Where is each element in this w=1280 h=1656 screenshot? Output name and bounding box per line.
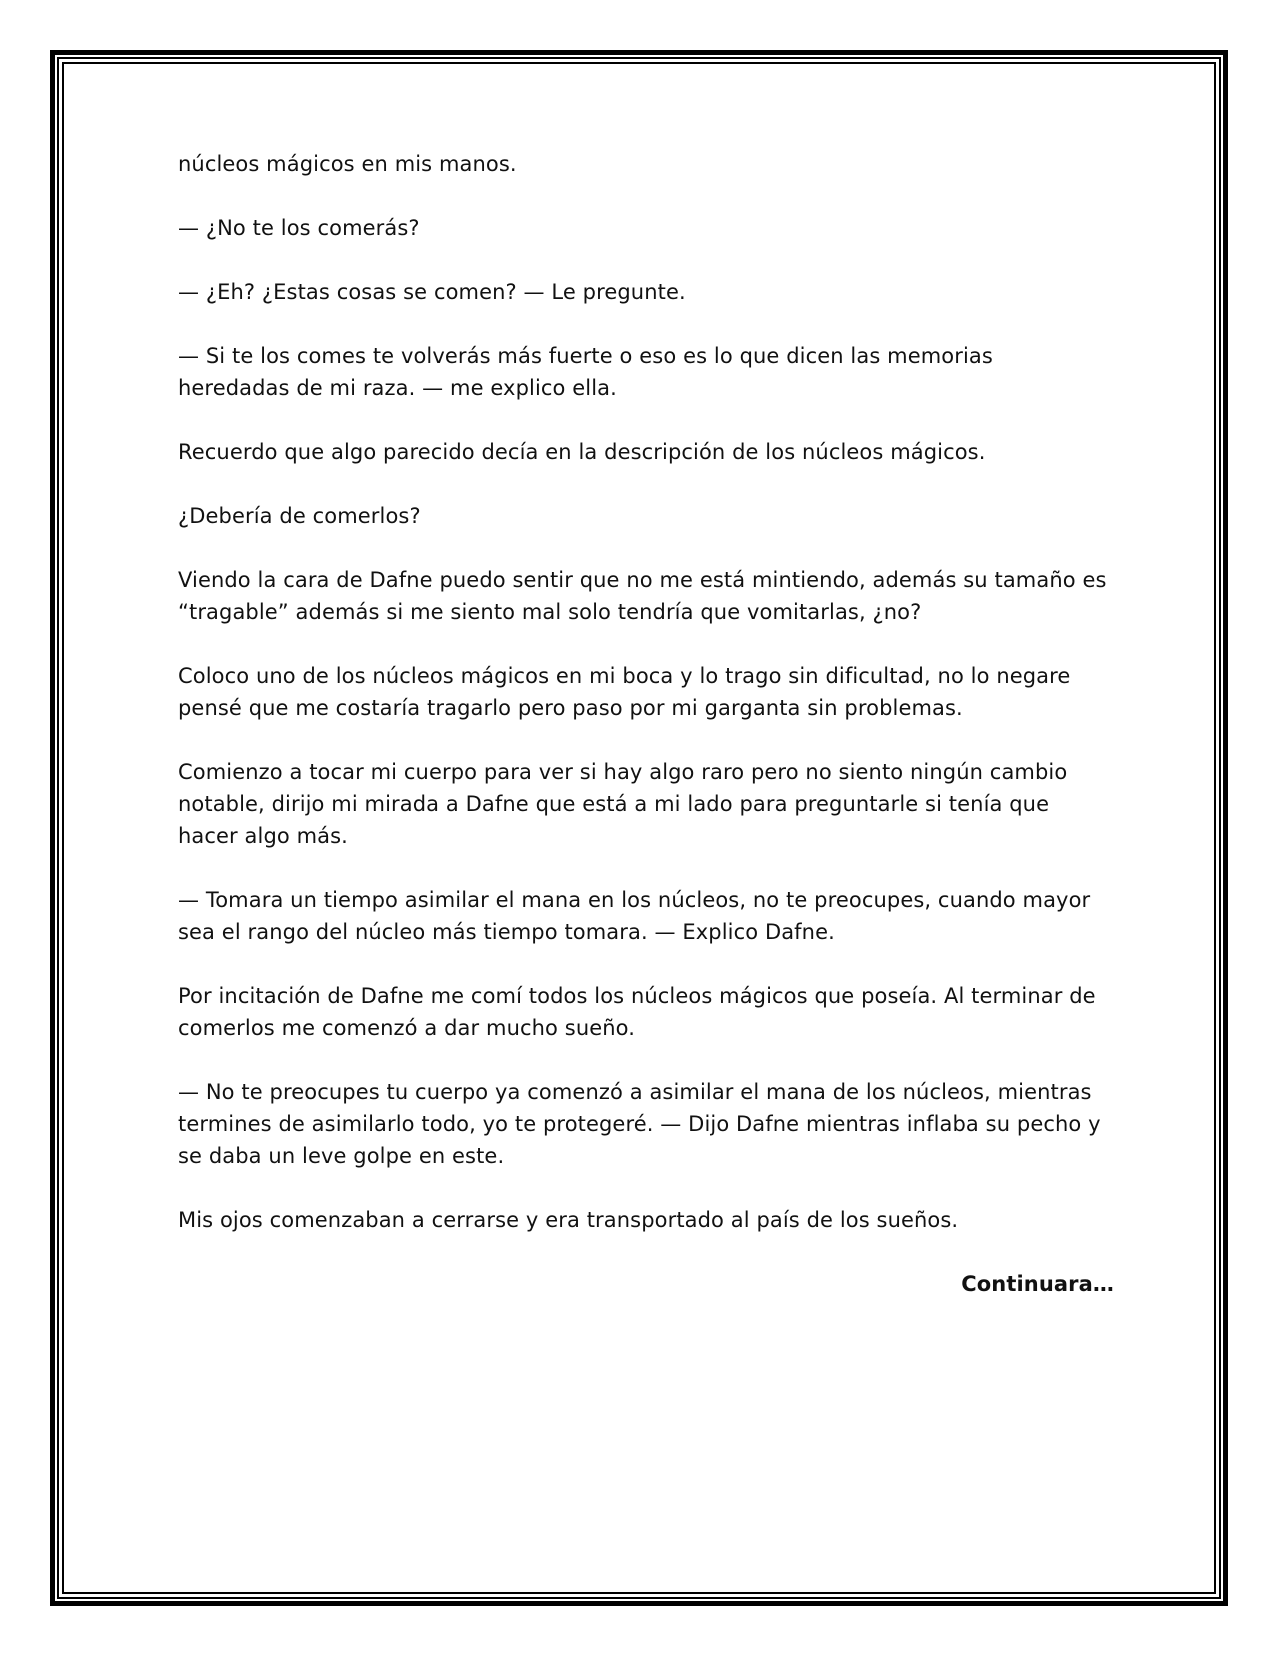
closing-text: Continuara… — [961, 1272, 1114, 1296]
paragraph: Comienzo a tocar mi cuerpo para ver si hay algo raro pero no siento ningún cambio notable, dirijo mi mirada a Dafne que está a mi lado para preguntarle si tenía que hacer algo más. — [178, 760, 1068, 848]
paragraph: Mis ojos comenzaban a cerrarse y era transportado al país de los sueños. — [178, 1208, 959, 1232]
paragraph: ¿Debería de comerlos? — [178, 504, 421, 528]
paragraph: núcleos mágicos en mis manos. — [178, 152, 517, 176]
paragraph: — No te preocupes tu cuerpo ya comenzó a asimilar el mana de los núcleos, mientras termines de asimilarlo todo, yo te protegeré. — Dijo Dafne mientras inflaba su pecho y se daba un leve golpe en este. — [178, 1080, 1101, 1168]
paragraph: Viendo la cara de Dafne puedo sentir que no me está mintiendo, además su tamaño es “tragable” además si me siento mal solo tendría que vomitarlas, ¿no? — [178, 568, 1107, 624]
paragraph: Recuerdo que algo parecido decía en la descripción de los núcleos mágicos. — [178, 440, 986, 464]
paragraph: — Tomara un tiempo asimilar el mana en los núcleos, no te preocupes, cuando mayor sea el rango del núcleo más tiempo tomara. — Explico Dafne. — [178, 888, 1091, 944]
paragraph: — ¿No te los comerás? — [178, 216, 420, 240]
paragraph: Coloco uno de los núcleos mágicos en mi boca y lo trago sin dificultad, no lo negare pensé que me costaría tragarlo pero paso por mi garganta sin problemas. — [178, 664, 1071, 720]
paragraph: Por incitación de Dafne me comí todos los núcleos mágicos que poseía. Al terminar de comerlos me comenzó a dar mucho sueño. — [178, 984, 1096, 1040]
paragraph: — ¿Eh? ¿Estas cosas se comen? — Le pregunte. — [178, 280, 686, 304]
page-body — [178, 148, 1114, 1332]
paragraph: — Si te los comes te volverás más fuerte o eso es lo que dicen las memorias heredadas de mi raza. — me explico ella. — [178, 344, 993, 400]
